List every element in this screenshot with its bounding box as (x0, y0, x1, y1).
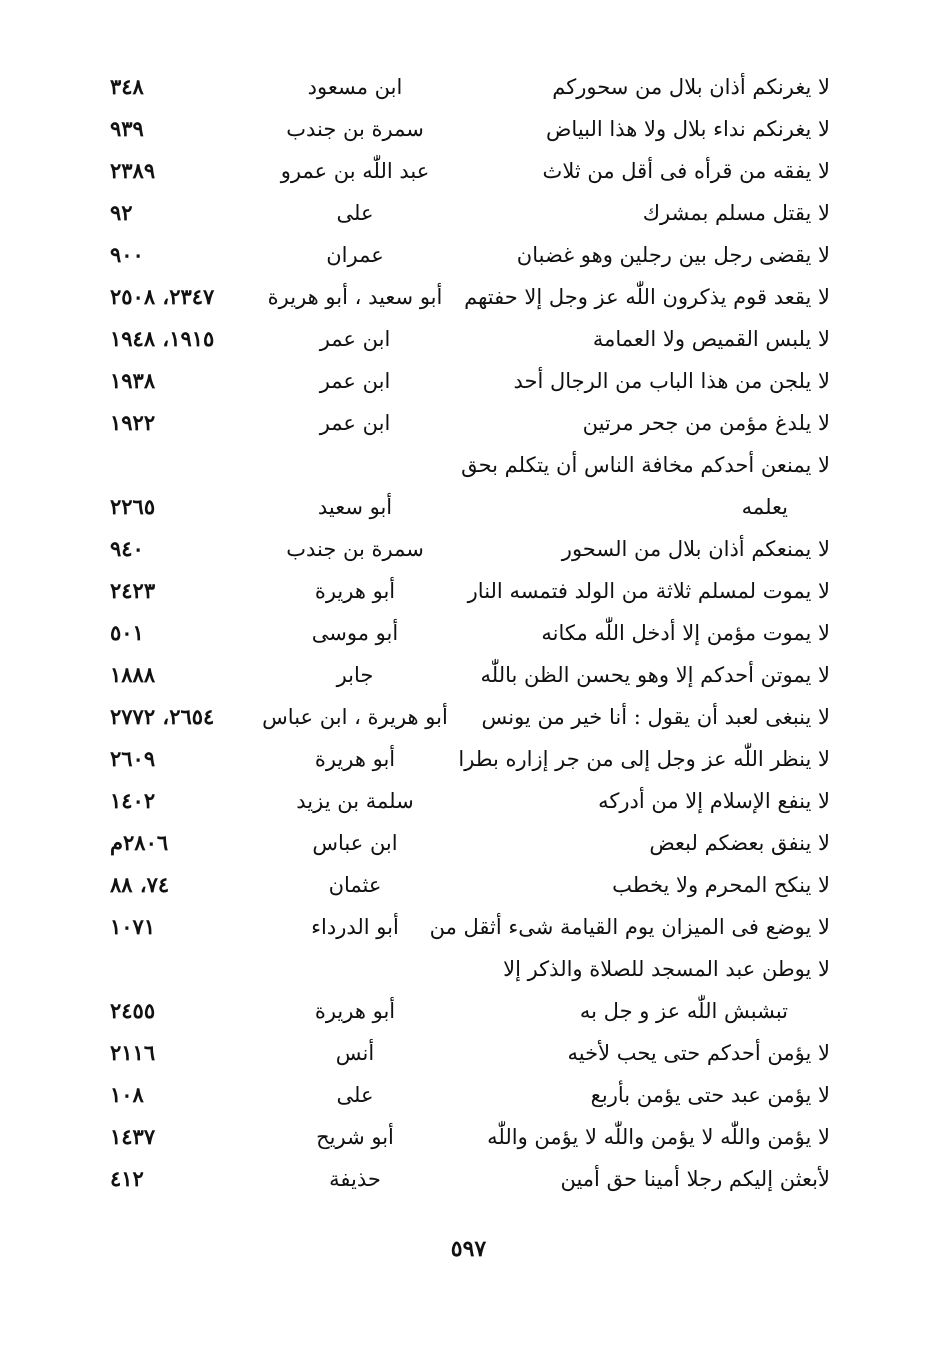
hadith-index-table (100, 66, 830, 1200)
hadith-text: لا يوطن عبد المسجد للصلاة والذكر إلا (503, 957, 830, 981)
narrator-name: حذيفة (329, 1167, 381, 1191)
hadith-number-value: ٢٨٠٦م (110, 830, 169, 855)
index-row (100, 948, 830, 990)
hadith-text: لا يغرنكم أذان بلال من سحوركم (552, 75, 830, 99)
hadith-text: لا ينكح المحرم ولا يخطب (612, 873, 830, 897)
narrator-name: أبو موسى (311, 621, 399, 645)
narrator-name: سمرة بن جندب (286, 537, 424, 561)
hadith-number-value: ٥٠١ (110, 620, 144, 645)
hadith-number-value: ١٤٠٢ (110, 788, 156, 813)
hadith-number (110, 234, 260, 276)
index-row (100, 822, 830, 864)
index-row (100, 150, 830, 192)
narrator-name: سمرة بن جندب (286, 117, 424, 141)
hadith-number-value: ٢٦٠٩ (110, 746, 156, 771)
hadith-number-value: ٩٤٠ (110, 536, 144, 561)
hadith-text: لأبعثن إليكم رجلا أمينا حق أمين (560, 1167, 830, 1191)
hadith-number-value: ٢٤٢٣ (110, 578, 156, 603)
index-row (100, 612, 830, 654)
hadith-text: لا يقعد قوم يذكرون اللّٰه عز وجل إلا حفتهم (464, 285, 830, 309)
hadith-number-value: ٢٦٥٤، ٢٧٧٢ (110, 704, 215, 729)
hadith-number-value: ٩٠٠ (110, 242, 144, 267)
narrator-name: على (336, 1083, 374, 1107)
hadith-number-value: ١٠٨ (110, 1082, 144, 1107)
hadith-number-value: ٤١٢ (110, 1166, 144, 1191)
index-row (100, 864, 830, 906)
hadith-text: لا يقضى رجل بين رجلين وهو غضبان (516, 243, 830, 267)
hadith-text: لا ينبغى لعبد أن يقول : أنا خير من يونس (481, 705, 830, 729)
hadith-text: لا يغرنكم نداء بلال ولا هذا البياض (546, 117, 830, 141)
index-row (100, 234, 830, 276)
hadith-number (110, 990, 260, 1032)
hadith-number (110, 150, 260, 192)
hadith-number-value: ٢٣٤٧، ٢٥٠٨ (110, 284, 215, 309)
hadith-text: لا يؤمن أحدكم حتى يحب لأخيه (567, 1041, 830, 1065)
index-row (100, 990, 830, 1032)
hadith-number (110, 444, 260, 486)
hadith-number-value: ٧٤، ٨٨ (110, 872, 170, 897)
hadith-number-value: ٢٢٦٥ (110, 494, 156, 519)
narrator-name: عمران (326, 243, 384, 267)
hadith-text: لا يؤمن عبد حتى يؤمن بأربع (590, 1083, 830, 1107)
narrator-name: على (336, 201, 374, 225)
hadith-number-value: ١٩٢٢ (110, 410, 156, 435)
hadith-number (110, 1074, 260, 1116)
hadith-number (110, 822, 260, 864)
hadith-number-value: ٢٣٨٩ (110, 158, 156, 183)
hadith-text: لا يوضع فى الميزان يوم القيامة شىء أثقل من (429, 915, 830, 939)
narrator-name: عبد اللّٰه بن عمرو (280, 159, 430, 183)
hadith-number (110, 402, 260, 444)
narrator-name: أبو شريح (316, 1125, 394, 1149)
hadith-text: لا يلدغ مؤمن من جحر مرتين (582, 411, 830, 435)
hadith-number-value: ٢١١٦ (110, 1040, 156, 1065)
hadith-number (110, 696, 260, 738)
hadith-text: لا ينفع الإسلام إلا من أدركه (598, 789, 830, 813)
page-number: ٥٩٧ (450, 1236, 487, 1262)
narrator-name: عثمان (328, 873, 382, 897)
hadith-text: لا يؤمن واللّٰه لا يؤمن واللّٰه لا يؤمن واللّٰه (487, 1125, 830, 1149)
index-row (100, 318, 830, 360)
index-row (100, 1074, 830, 1116)
narrator-name (255, 444, 455, 486)
narrator-name: أبو سعيد ، أبو هريرة (267, 285, 443, 309)
index-row (100, 1116, 830, 1158)
narrator-name: أبو سعيد (317, 495, 393, 519)
hadith-number (110, 108, 260, 150)
hadith-number (110, 906, 260, 948)
index-row (100, 66, 830, 108)
narrator-name: أبو الدرداء (311, 915, 399, 939)
hadith-text: لا ينفق بعضكم لبعض (649, 831, 830, 855)
index-row (100, 276, 830, 318)
index-row (100, 108, 830, 150)
narrator-name: أنس (335, 1041, 375, 1065)
index-row (100, 444, 830, 486)
hadith-number (110, 318, 260, 360)
index-row (100, 696, 830, 738)
hadith-number (110, 948, 260, 990)
hadith-text: لا يفقه من قرأه فى أقل من ثلاث (542, 159, 830, 183)
hadith-text: لا يمنعن أحدكم مخافة الناس أن يتكلم بحق (461, 453, 830, 477)
hadith-text: لا يلجن من هذا الباب من الرجال أحد (513, 369, 830, 393)
narrator-name: أبو هريرة (314, 579, 396, 603)
hadith-number (110, 1032, 260, 1074)
index-row (100, 1032, 830, 1074)
hadith-number-value: ٣٤٨ (110, 74, 144, 99)
hadith-number (110, 1116, 260, 1158)
hadith-number (110, 1158, 260, 1200)
hadith-text: يعلمه (741, 495, 788, 519)
hadith-number-value: ١٩١٥، ١٩٤٨ (110, 326, 215, 351)
hadith-number (110, 738, 260, 780)
narrator-name: ابن عمر (319, 411, 391, 435)
hadith-number-value: ١٤٣٧ (110, 1124, 156, 1149)
hadith-number (110, 570, 260, 612)
hadith-text: لا يلبس القميص ولا العمامة (592, 327, 830, 351)
hadith-number-value: ١٠٧١ (110, 914, 156, 939)
hadith-number-value: ٩٢ (110, 200, 133, 225)
hadith-number-value: ١٩٣٨ (110, 368, 156, 393)
narrator-name (255, 948, 455, 990)
hadith-text: لا يمنعكم أذان بلال من السحور (561, 537, 830, 561)
narrator-name: أبو هريرة (314, 747, 396, 771)
narrator-name: أبو هريرة (314, 999, 396, 1023)
hadith-number (110, 780, 260, 822)
hadith-text: لا يموتن أحدكم إلا وهو يحسن الظن باللّٰه (480, 663, 830, 687)
hadith-number-value: ١٨٨٨ (110, 662, 156, 687)
narrator-name: ابن عمر (319, 327, 391, 351)
index-row (100, 192, 830, 234)
index-row (100, 738, 830, 780)
hadith-number (110, 360, 260, 402)
index-row (100, 570, 830, 612)
hadith-number (110, 486, 260, 528)
narrator-name: سلمة بن يزيد (296, 789, 414, 813)
hadith-text: تبشبش اللّٰه عز و جل به (579, 999, 788, 1023)
narrator-name: جابر (336, 663, 374, 687)
narrator-name: أبو هريرة ، ابن عباس (262, 705, 448, 729)
index-row (100, 360, 830, 402)
hadith-number (110, 864, 260, 906)
hadith-number (110, 66, 260, 108)
index-row (100, 528, 830, 570)
hadith-number (110, 528, 260, 570)
index-row (100, 906, 830, 948)
index-row (100, 1158, 830, 1200)
narrator-name: ابن عباس (312, 831, 398, 855)
hadith-number (110, 192, 260, 234)
narrator-name: ابن مسعود (307, 75, 403, 99)
index-row (100, 780, 830, 822)
hadith-number-value: ٩٣٩ (110, 116, 144, 141)
narrator-name: ابن عمر (319, 369, 391, 393)
hadith-number-value: ٢٤٥٥ (110, 998, 156, 1023)
hadith-text: لا ينظر اللّٰه عز وجل إلى من جر إزاره بطرا (458, 747, 830, 771)
index-row (100, 486, 830, 528)
hadith-text: لا يموت لمسلم ثلاثة من الولد فتمسه النار (467, 579, 830, 603)
hadith-number (110, 276, 260, 318)
index-row (100, 402, 830, 444)
hadith-text: لا يقتل مسلم بمشرك (642, 201, 830, 225)
hadith-number (110, 612, 260, 654)
hadith-number (110, 654, 260, 696)
index-row (100, 654, 830, 696)
hadith-text: لا يموت مؤمن إلا أدخل اللّٰه مكانه (541, 621, 830, 645)
